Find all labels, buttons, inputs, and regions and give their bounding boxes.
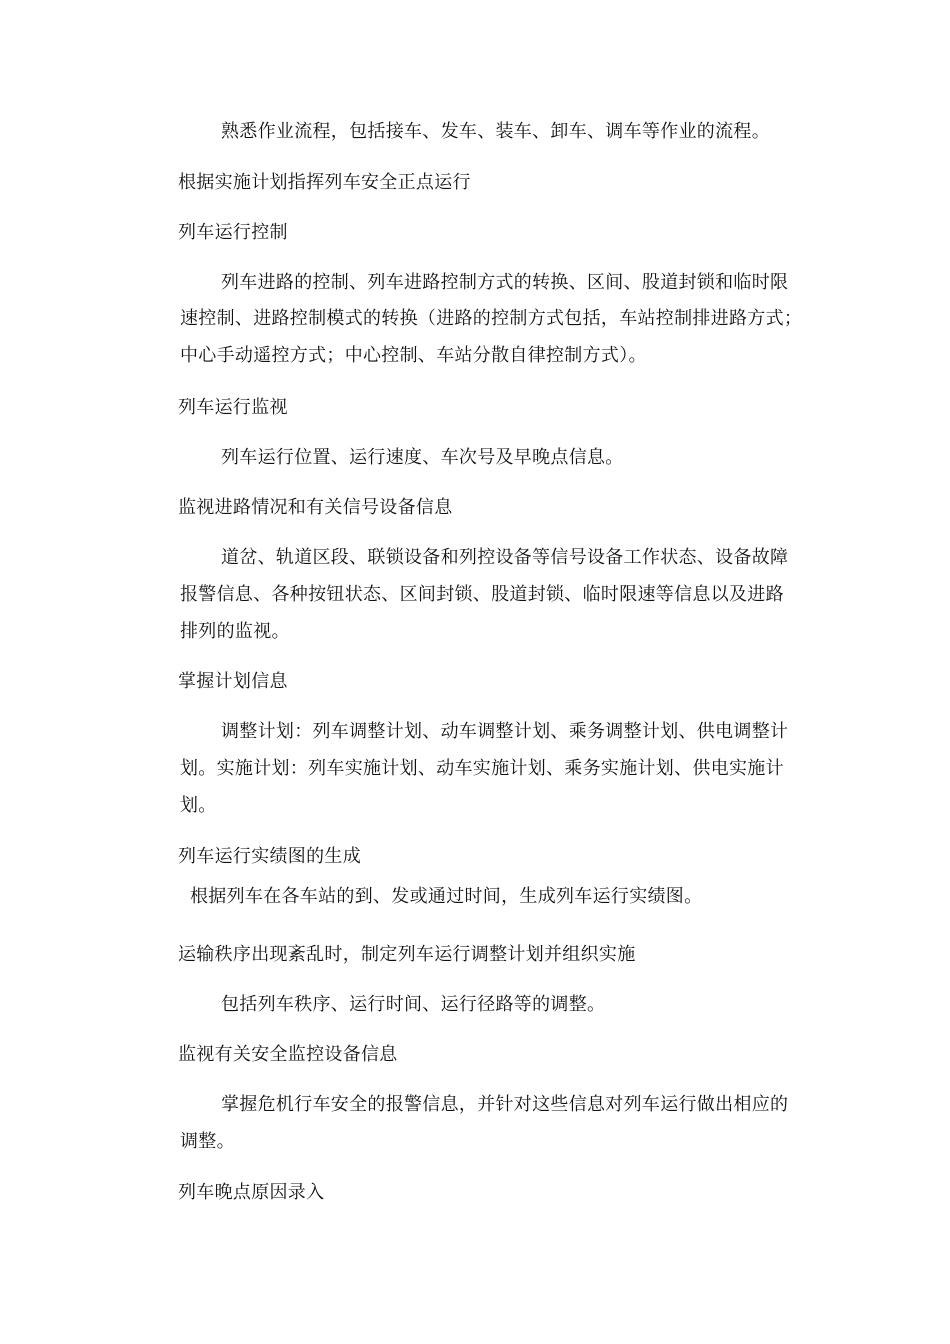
paragraph-line: 列车进路的控制、列车进路控制方式的转换、区间、股道封锁和临时限	[221, 272, 789, 293]
paragraph-line: 道岔、轨道区段、联锁设备和列控设备等信号设备工作状态、设备故障	[221, 547, 789, 568]
section-heading: 列车晚点原因录入	[178, 1182, 325, 1203]
section-heading: 列车运行控制	[178, 222, 288, 243]
section-heading: 运输秩序出现紊乱时，制定列车运行调整计划并组织实施	[178, 944, 636, 965]
paragraph-line: 速控制、进路控制模式的转换（进路的控制方式包括，车站控制排进路方式；	[180, 308, 803, 329]
paragraph-line: 中心手动遥控方式；中心控制、车站分散自律控制方式）。	[180, 345, 647, 366]
paragraph-line: 掌握危机行车安全的报警信息，并针对这些信息对列车运行做出相应的	[221, 1094, 789, 1115]
section-heading: 掌握计划信息	[178, 671, 288, 692]
paragraph-line: 划。实施计划：列车实施计划、动车实施计划、乘务实施计划、供电实施计	[180, 758, 784, 779]
section-heading: 监视有关安全监控设备信息	[178, 1044, 398, 1065]
paragraph-line: 划。	[180, 795, 217, 816]
paragraph-line: 排列的监视。	[180, 621, 290, 642]
paragraph-line: 包括列车秩序、运行时间、运行径路等的调整。	[221, 994, 606, 1015]
paragraph-line: 列车运行位置、运行速度、车次号及早晚点信息。	[221, 447, 624, 468]
section-heading: 列车运行监视	[178, 397, 288, 418]
paragraph-line: 调整。	[180, 1131, 235, 1152]
section-heading: 根据实施计划指挥列车安全正点运行	[178, 172, 471, 193]
paragraph-line: 调整计划：列车调整计划、动车调整计划、乘务调整计划、供电调整计	[221, 721, 789, 742]
paragraph-line: 报警信息、各种按钮状态、区间封锁、股道封锁、临时限速等信息以及进路	[180, 584, 784, 605]
section-heading: 监视进路情况和有关信号设备信息	[178, 497, 453, 518]
section-heading: 列车运行实绩图的生成	[178, 846, 361, 867]
paragraph-line: 根据列车在各车站的到、发或通过时间，生成列车运行实绩图。	[190, 886, 703, 907]
paragraph-line: 熟悉作业流程，包括接车、发车、装车、卸车、调车等作业的流程。	[221, 121, 770, 142]
